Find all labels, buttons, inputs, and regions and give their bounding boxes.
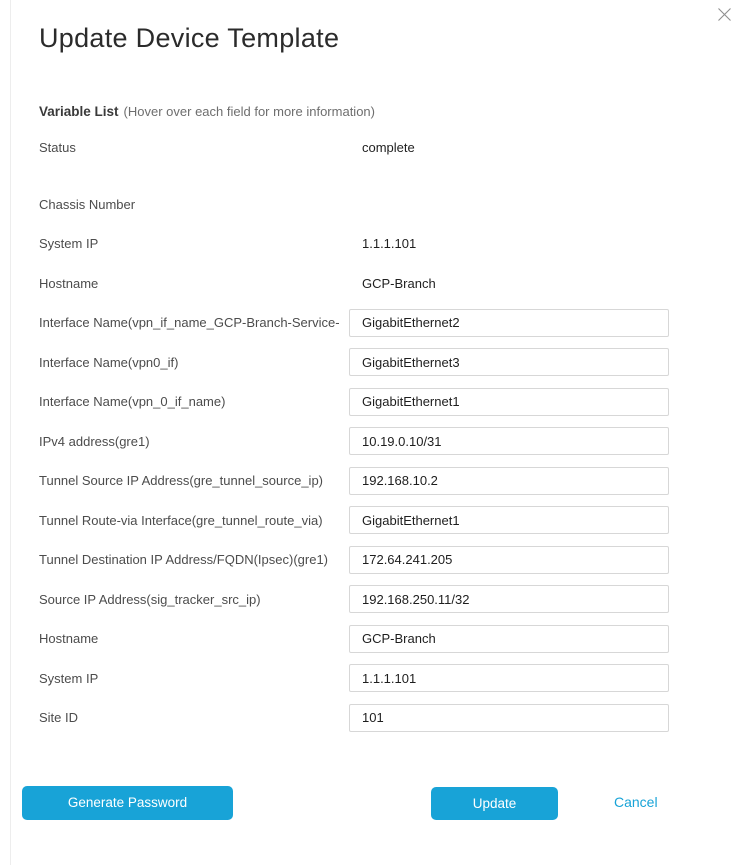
variable-row [39, 230, 752, 258]
field-label: Tunnel Destination IP Address/FQDN(Ipsec)(gre1) [39, 552, 329, 567]
field-label: Site ID [39, 710, 79, 725]
variable-row [39, 269, 752, 297]
field-value-cell [349, 585, 669, 613]
field-label: Tunnel Route-via Interface(gre_tunnel_route_via) [39, 512, 323, 528]
variable-row [39, 133, 752, 161]
field-static-value: complete [362, 139, 415, 155]
field-input-11[interactable] [349, 585, 669, 613]
variable-row [39, 348, 752, 376]
footer-actions [39, 786, 752, 820]
field-input-4[interactable] [349, 309, 669, 337]
variable-list-label: Variable List [39, 104, 119, 119]
field-label: Source IP Address(sig_tracker_src_ip) [39, 591, 261, 607]
cancel-link[interactable]: Cancel [614, 793, 658, 810]
field-label: Status [39, 139, 76, 155]
field-value-cell [349, 276, 669, 291]
field-value-cell [349, 236, 669, 251]
field-input-6[interactable] [349, 388, 669, 416]
field-label: IPv4 address(gre1) [39, 433, 150, 449]
field-input-8[interactable] [349, 467, 669, 495]
field-value-cell [349, 140, 669, 155]
close-button[interactable] [716, 6, 732, 22]
field-label: Chassis Number [39, 196, 136, 212]
variable-list-heading [39, 103, 752, 121]
field-input-13[interactable] [349, 664, 669, 692]
field-label: System IP [39, 670, 99, 686]
field-label: Hostname [39, 631, 99, 646]
variable-row [39, 704, 752, 732]
field-value-cell [349, 546, 669, 574]
field-value-cell [349, 704, 669, 732]
field-static-value: GCP-Branch [362, 275, 436, 291]
generate-password-button[interactable]: Generate Password [22, 786, 233, 820]
field-input-14[interactable] [349, 704, 669, 732]
field-label: Interface Name(vpn_0_if_name) [39, 394, 226, 409]
field-label: Interface Name(vpn_if_name_GCP-Branch-Service- [39, 315, 340, 330]
field-value-cell [349, 309, 669, 337]
variable-row [39, 546, 752, 574]
field-label: Tunnel Source IP Address(gre_tunnel_source_ip) [39, 473, 324, 488]
field-input-7[interactable] [349, 427, 669, 455]
modal-edge-divider [10, 0, 11, 865]
variable-row [39, 664, 752, 692]
field-value-cell [349, 664, 669, 692]
variable-row [39, 625, 752, 653]
field-label: System IP [39, 236, 99, 251]
variable-row [39, 190, 752, 218]
field-input-10[interactable] [349, 546, 669, 574]
field-value-cell [349, 427, 669, 455]
field-input-5[interactable] [349, 348, 669, 376]
field-input-12[interactable] [349, 625, 669, 653]
variable-row [39, 309, 752, 337]
field-value-cell [349, 506, 669, 534]
field-static-value: 1.1.1.101 [362, 236, 417, 251]
field-value-cell [349, 467, 669, 495]
variable-row [39, 388, 752, 416]
close-icon [717, 7, 732, 22]
field-label: Interface Name(vpn0_if) [39, 354, 179, 370]
field-input-9[interactable] [349, 506, 669, 534]
field-value-cell [349, 348, 669, 376]
variable-list-hint: (Hover over each field for more information) [123, 104, 375, 119]
update-button[interactable]: Update [431, 787, 558, 820]
variable-row [39, 585, 752, 613]
variable-row [39, 467, 752, 495]
variable-row [39, 506, 752, 534]
field-value-cell [349, 388, 669, 416]
variable-row [39, 427, 752, 455]
variable-list [39, 133, 752, 732]
field-value-cell [349, 625, 669, 653]
field-label: Hostname [39, 275, 99, 291]
page-title: Update Device Template [39, 23, 340, 53]
